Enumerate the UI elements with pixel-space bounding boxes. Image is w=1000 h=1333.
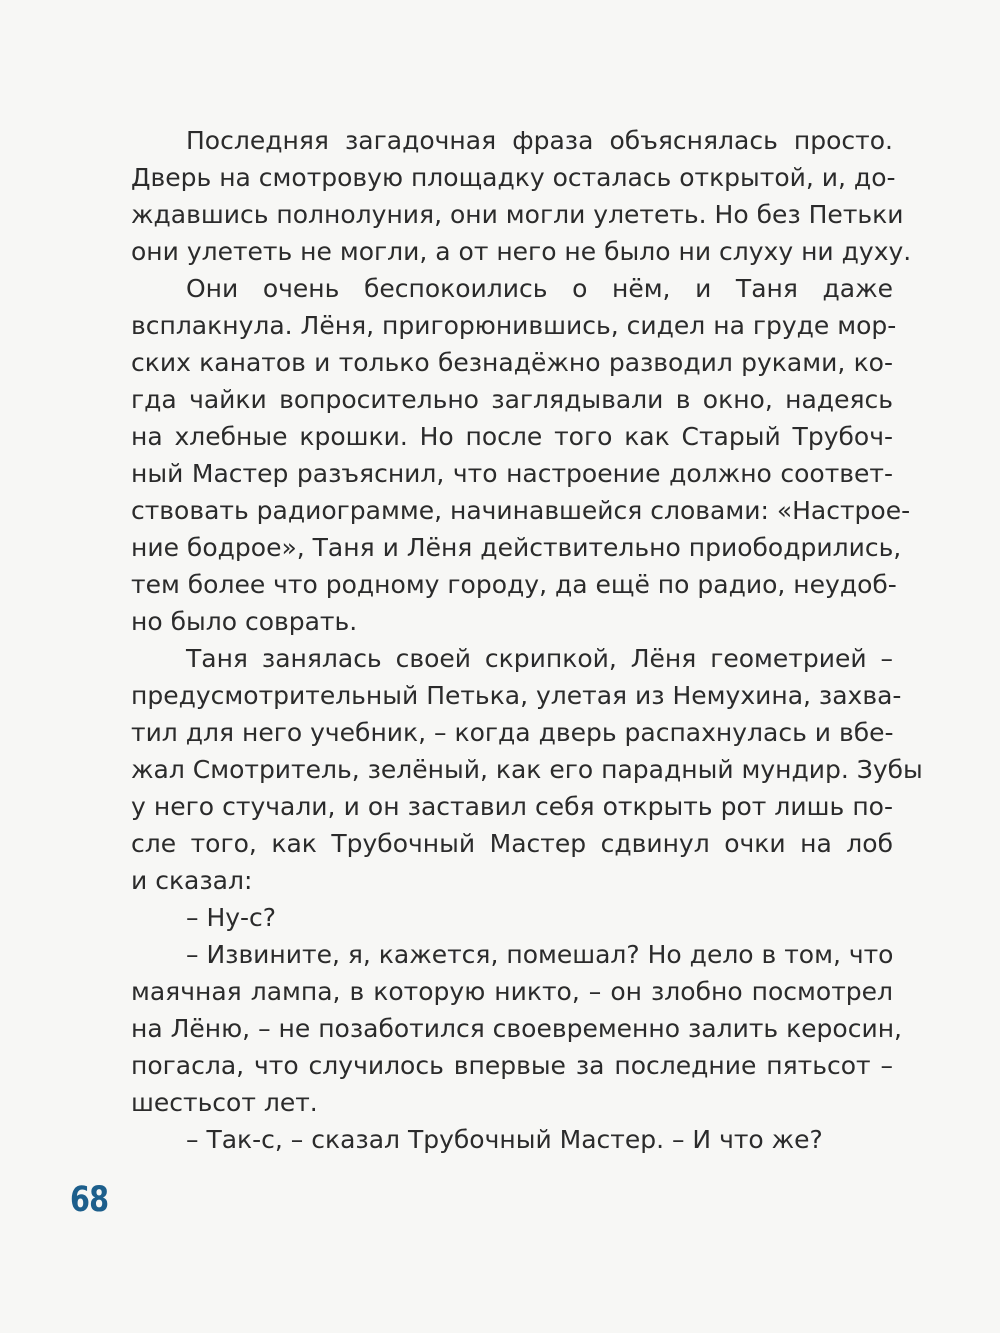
- text-line: маячная лампа, в которую никто, – он злобно посмотрел: [131, 977, 893, 1006]
- text-line: жал Смотритель, зелёный, как его парадный мундир. Зубы: [131, 755, 923, 784]
- text-line: ный Мастер разъяснил, что настроение должно соответ-: [131, 459, 893, 488]
- text-line: Дверь на смотровую площадку осталась открытой, и, до-: [131, 163, 896, 192]
- text-line: – Так-с, – сказал Трубочный Мастер. – И что же?: [186, 1125, 823, 1154]
- text-line: предусмотрительный Петька, улетая из Немухина, захва-: [131, 681, 902, 710]
- text-line: они улететь не могли, а от него не было ни слуху ни духу.: [131, 237, 912, 266]
- text-line: ских канатов и только безнадёжно разводил руками, ко-: [131, 348, 893, 377]
- text-line: ждавшись полнолуния, они могли улететь. Но без Петьки: [131, 200, 904, 229]
- text-line: тил для него учебник, – когда дверь распахнулась и вбе-: [131, 718, 894, 747]
- text-line: Таня занялась своей скрипкой, Лёня геометрией –: [186, 644, 893, 673]
- text-line: всплакнула. Лёня, пригорюнившись, сидел на груде мор-: [131, 311, 897, 340]
- text-line: на хлебные крошки. Но после того как Старый Трубоч-: [131, 422, 893, 451]
- text-line: и сказал:: [131, 866, 253, 895]
- text-line: тем более что родному городу, да ещё по радио, неудоб-: [131, 570, 897, 599]
- text-line: шестьсот лет.: [131, 1088, 318, 1117]
- text-line: на Лёню, – не позаботился своевременно залить керосин,: [131, 1014, 903, 1043]
- body-text: [131, 122, 923, 1158]
- text-line: Они очень беспокоились о нём, и Таня даже: [186, 274, 893, 303]
- text-line: – Извините, я, кажется, помешал? Но дело в том, что: [186, 940, 894, 969]
- text-line: погасла, что случилось впервые за последние пятьсот –: [131, 1051, 893, 1080]
- text-line: сле того, как Трубочный Мастер сдвинул очки на лоб: [131, 829, 893, 858]
- page-number: 68: [70, 1180, 109, 1220]
- text-line: ние бодрое», Таня и Лёня действительно приободрились,: [131, 533, 902, 562]
- text-line: гда чайки вопросительно заглядывали в окно, надеясь: [131, 385, 893, 414]
- text-line: у него стучали, и он заставил себя открыть рот лишь по-: [131, 792, 893, 821]
- text-line: но было соврать.: [131, 607, 358, 636]
- text-line: ствовать радиограмме, начинавшейся словами: «Настрое-: [131, 496, 911, 525]
- text-line: – Ну-с?: [186, 903, 277, 932]
- text-line: Последняя загадочная фраза объяснялась просто.: [186, 126, 893, 155]
